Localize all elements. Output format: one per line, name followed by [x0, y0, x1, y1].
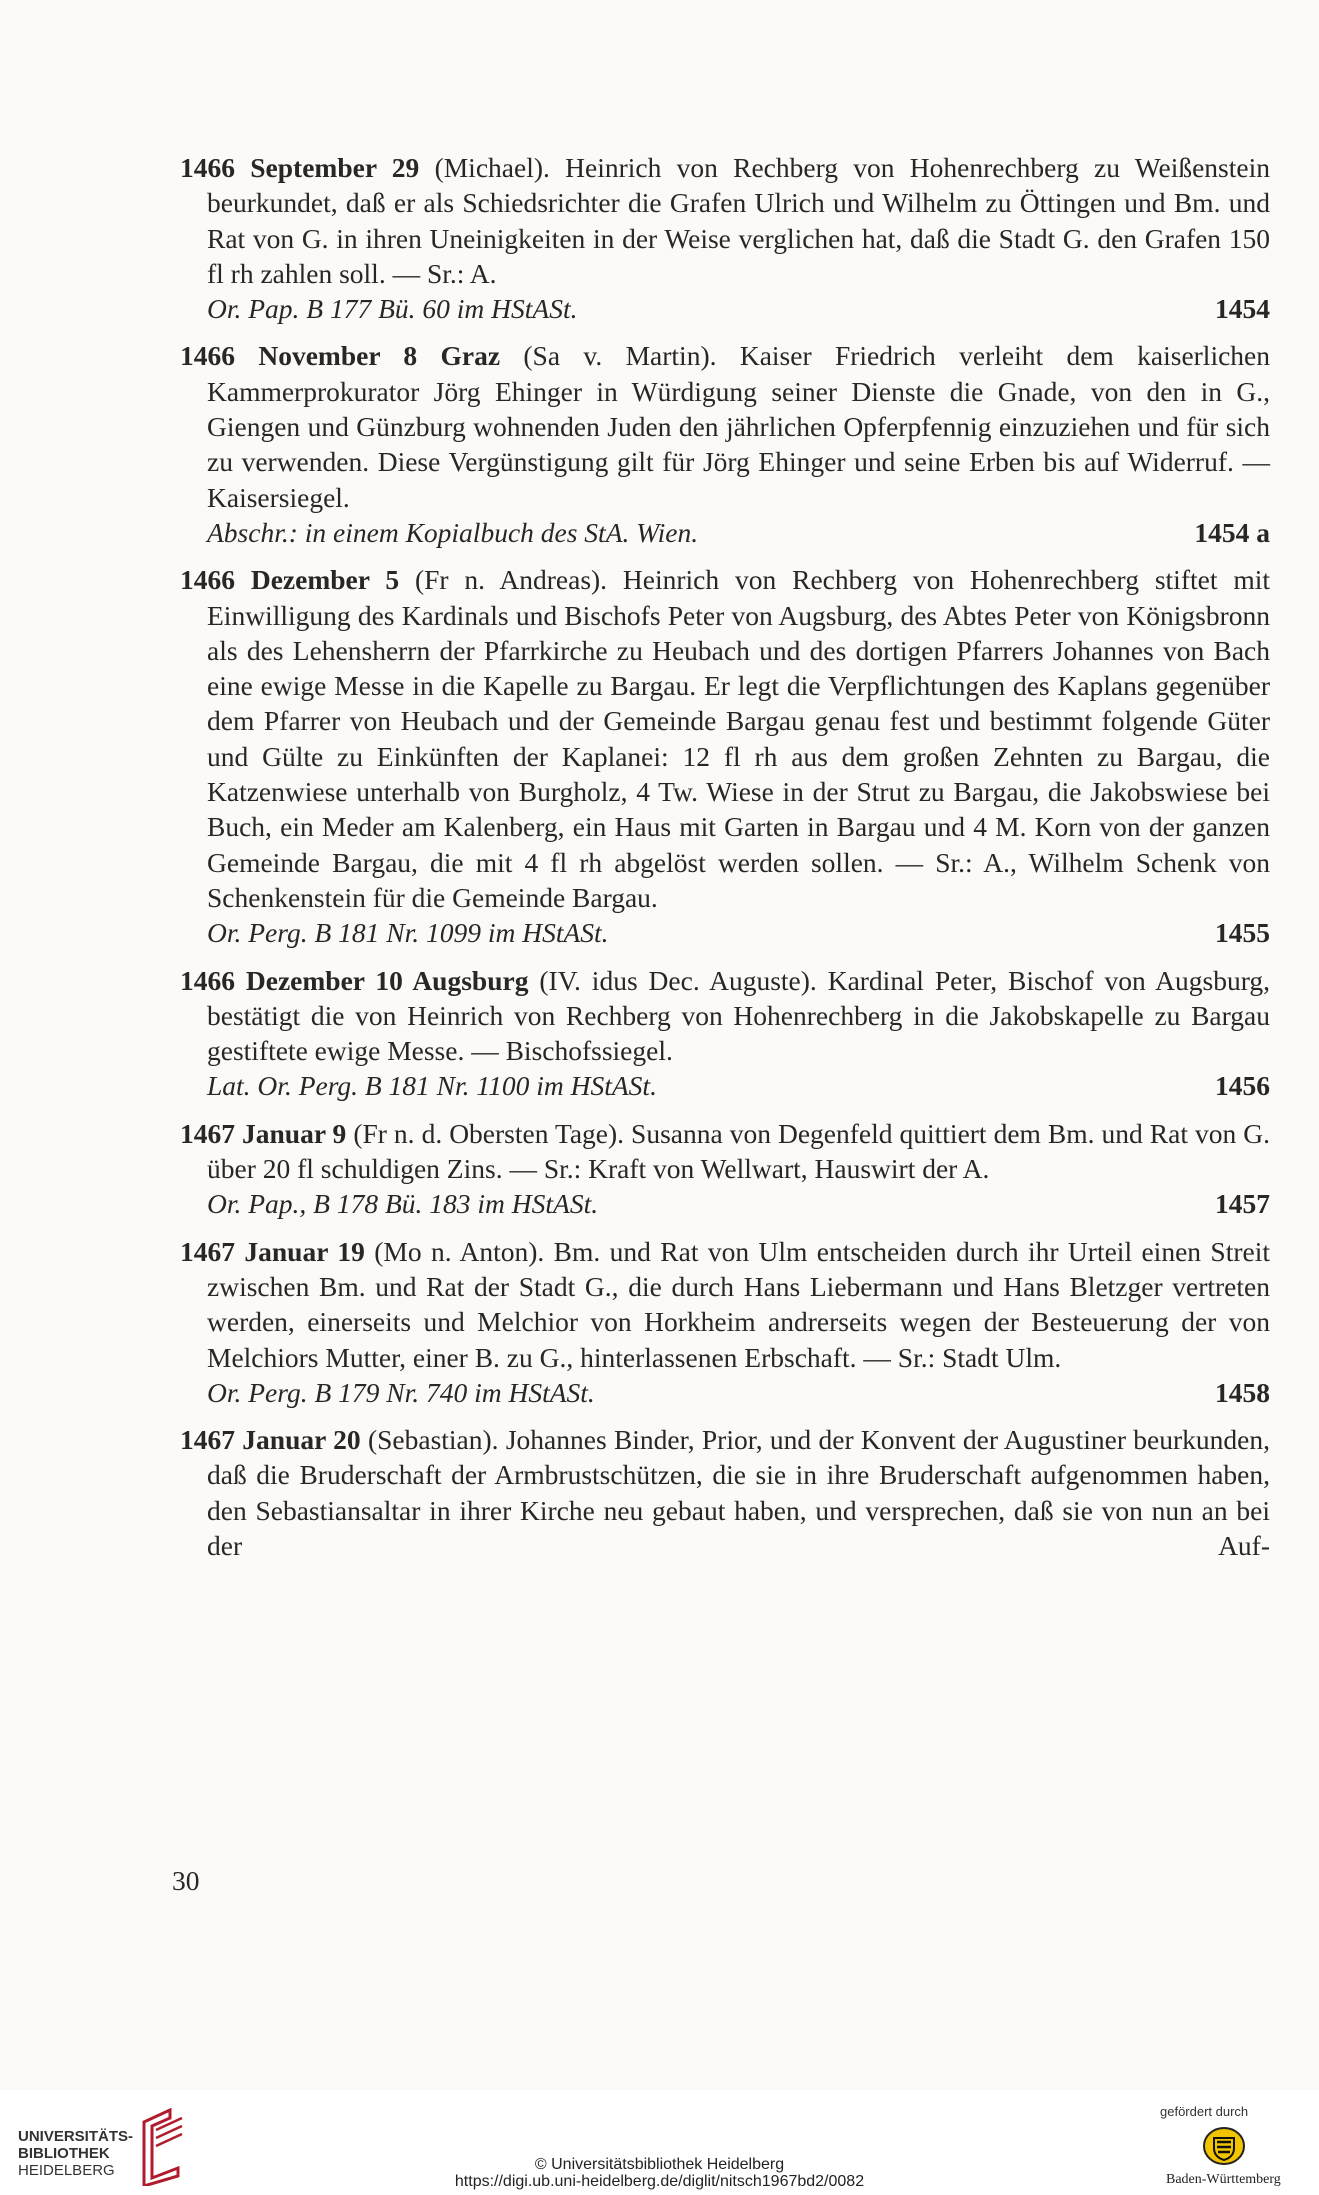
funded-by-label: gefördert durch	[1160, 2104, 1249, 2119]
entry-date: 1466 Dezember 10 Augsburg	[180, 964, 529, 996]
footer-bar	[0, 2090, 1319, 2195]
baden-wuerttemberg-emblem-icon[interactable]	[1203, 2126, 1245, 2166]
entry-date: 1466 November 8 Graz	[180, 340, 501, 372]
entry-number: 1454 a	[1194, 516, 1270, 548]
entry-number: 1456	[1215, 1070, 1270, 1102]
entry-number: 1458	[1215, 1376, 1270, 1408]
entry-text: (Sebastian). Johannes Binder, Prior, und der Konvent der Augustiner beurkunden, daß die Bruderschaft der Armbrustschützen, die sie in ihre Bruderschaft aufgenommen haben, den Sebastiansaltar in ihrer Kirche neu gebaut haben, und versprechen, daß sie von nun an bei der Auf-	[207, 1424, 1270, 1561]
entry-source: Or. Pap. B 177 Bü. 60 im HStASt.	[207, 293, 578, 325]
entry-text: (Mo n. Anton). Bm. und Rat von Ulm entscheiden durch ihr Urteil einen Streit zwischen Bm. und Rat der Stadt G., die durch Hans Liebermann und Hans Bletzger vertreten werden, einerseits und Melchior von Horkheim andrerseits wegen der Besteuerung der von Melchiors Mutter, einer B. zu G., hinterlassenen Erbschaft. — Sr.: Stadt Ulm.	[207, 1235, 1270, 1373]
entry-1454a	[180, 338, 1270, 550]
entry-number: 1454	[1215, 293, 1270, 325]
entry-source: Or. Pap., B 178 Bü. 183 im HStASt.	[207, 1188, 599, 1220]
entry-source: Abschr.: in einem Kopialbuch des StA. Wien.	[207, 516, 699, 548]
copyright-text: © Universitätsbibliothek Heidelberg	[534, 2156, 785, 2173]
entry-1455	[180, 562, 1270, 950]
entry-source: Lat. Or. Perg. B 181 Nr. 1100 im HStASt.	[207, 1070, 657, 1102]
entry-1456	[180, 963, 1270, 1104]
entry-date: 1467 Januar 20	[180, 1424, 361, 1456]
entry-number: 1457	[1215, 1188, 1270, 1220]
entry-1454	[180, 150, 1270, 326]
entry-1458	[180, 1234, 1270, 1410]
entry-source: Or. Perg. B 179 Nr. 740 im HStASt.	[207, 1376, 595, 1408]
entry-1459-partial	[180, 1422, 1270, 1563]
entry-text: (IV. idus Dec. Auguste). Kardinal Peter, Bischof von Augsburg, bestätigt die von Heinrich von Rechberg von Hohenrechberg in die Jakobskapelle zu Bargau gestiftete ewige Messe. — Bischofssiegel.	[207, 964, 1270, 1067]
entry-date: 1466 Dezember 5	[180, 564, 400, 596]
entry-text: (Fr n. Andreas). Heinrich von Rechberg von Hohenrechberg stiftet mit Einwilligung des Kardinals und Bischofs Peter von Augsburg, des Abtes Peter von Königsbronn als des Lehensherrn der Pfarrkirche zu Heubach und des dortigen Pfarrers Johannes von Bach eine ewige Messe in die Kapelle zu Bargau. Er legt die Verpflichtungen des Kaplans gegenüber dem Pfarrer von Heubach und der Gemeinde Bargau genau fest und bestimmt folgende Güter und Gülte zu Einkünften der Kaplanei: 12 fl rh aus dem großen Zehnten zu Bargau, die Katzenwiese unterhalb von Burgholz, 4 Tw. Wiese in der Strut zu Bargau, die Jakobswiese bei Buch, ein Meder am Kalenberg, ein Haus mit Garten in Bargau und 4 M. Korn von der ganzen Gemeinde Bargau, die mit 4 fl rh abgelöst werden sollen. — Sr.: A., Wilhelm Schenk von Schenkenstein für die Gemeinde Bargau.	[207, 564, 1270, 913]
regesta-text	[180, 150, 1270, 1575]
page-number: 30	[172, 1865, 200, 1896]
entry-date: 1467 Januar 9	[180, 1117, 347, 1149]
entry-source: Or. Perg. B 181 Nr. 1099 im HStASt.	[207, 917, 609, 949]
entry-1457	[180, 1116, 1270, 1222]
entry-text: (Michael). Heinrich von Rechberg von Hohenrechberg zu Weißenstein beurkundet, daß er als Schiedsrichter die Grafen Ulrich und Wilhelm zu Öttingen und Bm. und Rat von G. in ihren Uneinigkeiten in der Weise verglichen hat, daß die Stadt G. den Grafen 150 fl rh zahlen soll. — Sr.: A.	[207, 152, 1271, 289]
copyright-notice	[0, 2156, 1319, 2190]
library-name[interactable]: UNIVERSITÄTS- BIBLIOTHEK HEIDELBERG	[18, 2128, 134, 2179]
entry-number: 1455	[1215, 917, 1270, 949]
entry-date: 1466 September 29	[180, 152, 420, 183]
permalink-url[interactable]: https://digi.ub.uni-heidelberg.de/diglit/nitsch1967bd2/0082	[454, 2173, 865, 2190]
state-label: Baden-Württemberg	[1166, 2172, 1281, 2187]
entry-text: (Fr n. d. Obersten Tage). Susanna von Degenfeld quittiert dem Bm. und Rat von G. über 20 fl schuldigen Zins. — Sr.: Kraft von Wellwart, Hauswirt der A.	[207, 1117, 1270, 1185]
entry-text: (Sa v. Martin). Kaiser Friedrich verleiht dem kaiserlichen Kammerprokurator Jörg Ehinger in Würdigung seiner Dienste die Gnade, von den in G., Giengen und Günzburg wohnenden Juden den jährlichen Opferpfennig einzuziehen und für sich zu verwenden. Diese Vergünstigung gilt für Jörg Ehinger und seine Erben bis auf Widerruf. — Kaisersiegel.	[207, 340, 1271, 513]
entry-date: 1467 Januar 19	[180, 1235, 365, 1267]
